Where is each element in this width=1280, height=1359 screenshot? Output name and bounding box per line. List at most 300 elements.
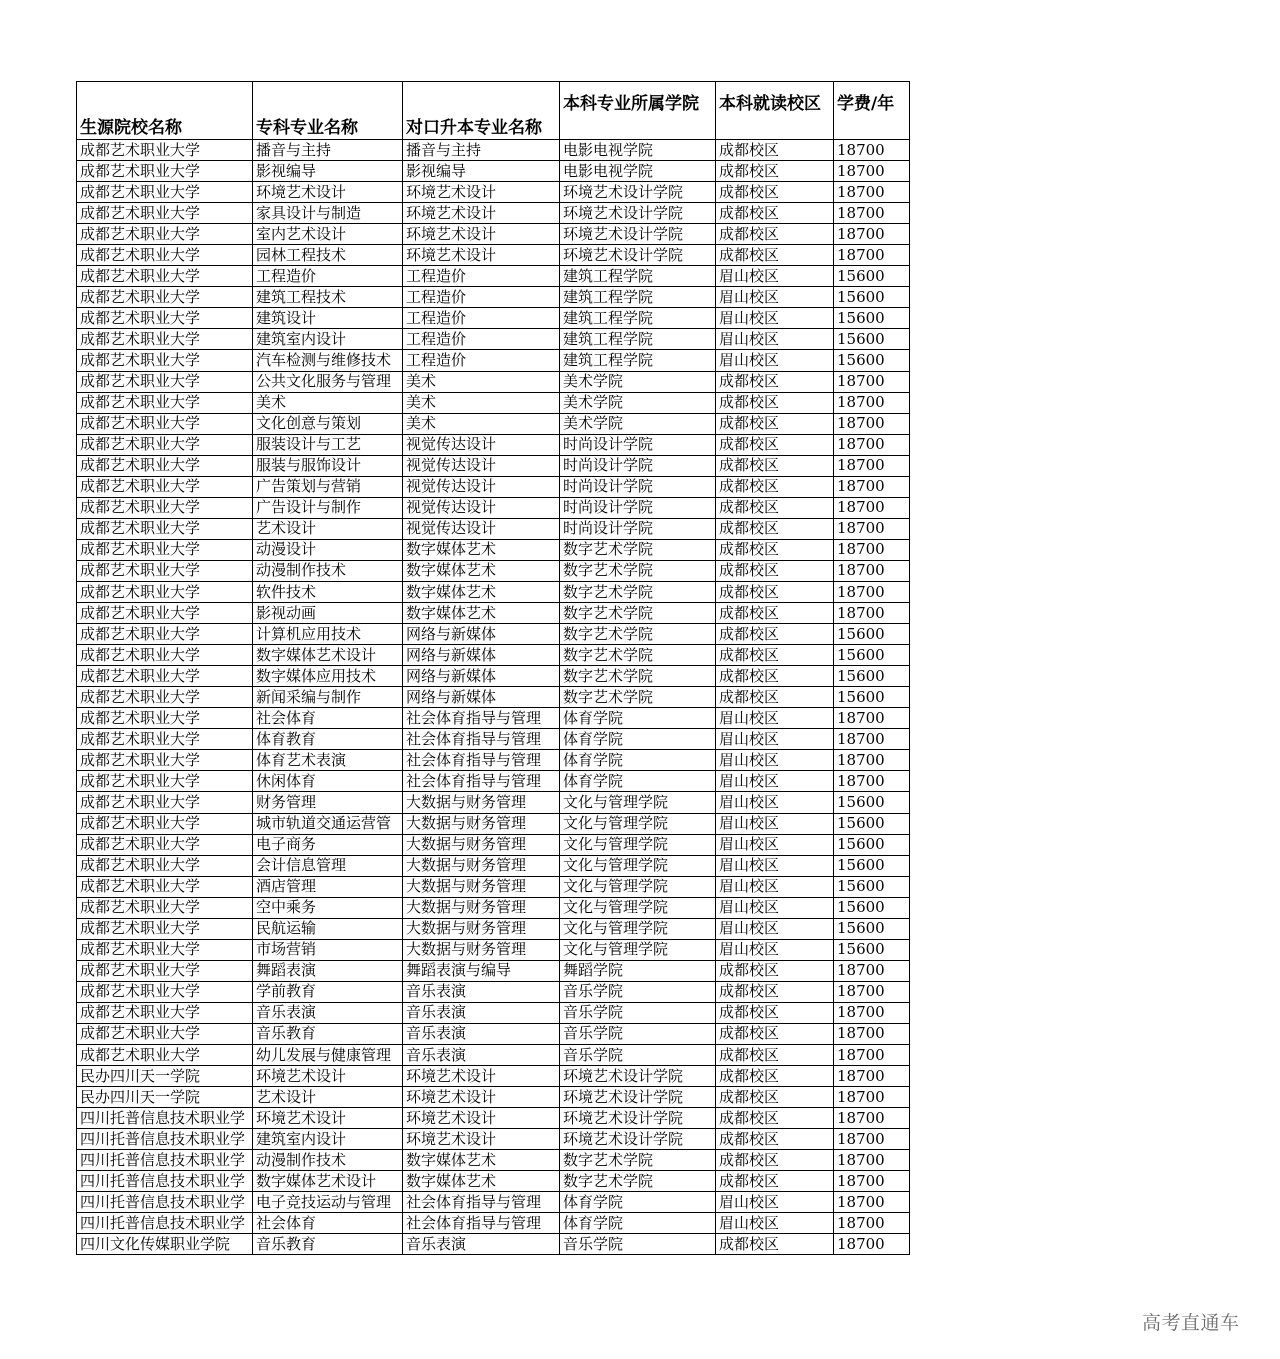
tuition-cell: 15600 (834, 624, 910, 645)
college-cell: 环境艺术设计学院 (560, 203, 716, 224)
source-school-cell: 成都艺术职业大学 (77, 308, 253, 329)
source-school-cell: 成都艺术职业大学 (77, 266, 253, 287)
college-cell: 音乐学院 (560, 981, 716, 1002)
campus-cell: 成都校区 (716, 960, 834, 981)
source-school-cell: 成都艺术职业大学 (77, 140, 253, 161)
tuition-cell: 15600 (834, 813, 910, 834)
college-cell: 文化与管理学院 (560, 939, 716, 960)
junior-major-cell: 软件技术 (253, 581, 403, 602)
college-cell: 时尚设计学院 (560, 497, 716, 518)
junior-major-cell: 会计信息管理 (253, 855, 403, 876)
table-row (77, 224, 910, 245)
upgrade-major-cell: 环境艺术设计 (403, 182, 560, 203)
junior-major-cell: 美术 (253, 392, 403, 413)
college-cell: 电影电视学院 (560, 161, 716, 182)
campus-cell: 成都校区 (716, 413, 834, 434)
campus-cell: 成都校区 (716, 1066, 834, 1087)
campus-cell: 眉山校区 (716, 771, 834, 792)
table-row (77, 434, 910, 455)
tuition-cell: 15600 (834, 792, 910, 813)
junior-major-cell: 社会体育 (253, 708, 403, 729)
upgrade-major-cell: 社会体育指导与管理 (403, 1192, 560, 1213)
tuition-cell: 18700 (834, 1066, 910, 1087)
tuition-cell: 18700 (834, 182, 910, 203)
tuition-cell: 18700 (834, 1023, 910, 1044)
campus-cell: 成都校区 (716, 161, 834, 182)
tuition-cell: 18700 (834, 1150, 910, 1171)
tuition-cell: 18700 (834, 434, 910, 455)
tuition-cell: 15600 (834, 918, 910, 939)
junior-major-cell: 艺术设计 (253, 518, 403, 539)
source-school-cell: 成都艺术职业大学 (77, 161, 253, 182)
table-row (77, 245, 910, 266)
table-row (77, 287, 910, 308)
junior-major-cell: 播音与主持 (253, 140, 403, 161)
campus-cell: 成都校区 (716, 603, 834, 624)
campus-cell: 眉山校区 (716, 792, 834, 813)
campus-cell: 眉山校区 (716, 855, 834, 876)
junior-major-cell: 室内艺术设计 (253, 224, 403, 245)
college-cell: 美术学院 (560, 413, 716, 434)
table-row (77, 413, 910, 434)
upgrade-major-cell: 音乐表演 (403, 1234, 560, 1255)
tuition-cell: 18700 (834, 1171, 910, 1192)
junior-major-cell: 服装与服饰设计 (253, 455, 403, 476)
college-cell: 文化与管理学院 (560, 855, 716, 876)
college-cell: 时尚设计学院 (560, 518, 716, 539)
table-row (77, 1066, 910, 1087)
upgrade-major-cell: 环境艺术设计 (403, 1129, 560, 1150)
table-body (77, 140, 910, 1255)
college-cell: 体育学院 (560, 1213, 716, 1234)
table-row (77, 666, 910, 687)
upgrade-major-cell: 音乐表演 (403, 1023, 560, 1044)
upgrade-major-cell: 工程造价 (403, 329, 560, 350)
table-row (77, 750, 910, 771)
upgrade-major-cell: 社会体育指导与管理 (403, 771, 560, 792)
tuition-cell: 18700 (834, 1002, 910, 1023)
campus-cell: 成都校区 (716, 497, 834, 518)
source-school-cell: 成都艺术职业大学 (77, 476, 253, 497)
campus-cell: 成都校区 (716, 645, 834, 666)
table-row (77, 876, 910, 897)
campus-cell: 眉山校区 (716, 350, 834, 371)
campus-cell: 成都校区 (716, 140, 834, 161)
campus-cell: 成都校区 (716, 1129, 834, 1150)
tuition-cell: 18700 (834, 539, 910, 560)
source-school-cell: 成都艺术职业大学 (77, 939, 253, 960)
table-row (77, 1129, 910, 1150)
campus-cell: 成都校区 (716, 371, 834, 392)
source-school-cell: 成都艺术职业大学 (77, 203, 253, 224)
junior-major-cell: 体育艺术表演 (253, 750, 403, 771)
source-school-cell: 四川托普信息技术职业学 (77, 1171, 253, 1192)
source-school-cell: 成都艺术职业大学 (77, 771, 253, 792)
college-cell: 建筑工程学院 (560, 329, 716, 350)
source-school-cell: 成都艺术职业大学 (77, 350, 253, 371)
upgrade-major-cell: 美术 (403, 413, 560, 434)
junior-major-cell: 影视编导 (253, 161, 403, 182)
college-cell: 体育学院 (560, 708, 716, 729)
college-cell: 舞蹈学院 (560, 960, 716, 981)
campus-cell: 眉山校区 (716, 750, 834, 771)
tuition-cell: 18700 (834, 960, 910, 981)
upgrade-major-cell: 环境艺术设计 (403, 1066, 560, 1087)
source-school-cell: 成都艺术职业大学 (77, 792, 253, 813)
college-cell: 音乐学院 (560, 1045, 716, 1066)
source-school-cell: 成都艺术职业大学 (77, 371, 253, 392)
college-cell: 体育学院 (560, 729, 716, 750)
upgrade-major-cell: 视觉传达设计 (403, 497, 560, 518)
junior-major-cell: 工程造价 (253, 266, 403, 287)
source-school-cell: 成都艺术职业大学 (77, 245, 253, 266)
upgrade-major-cell: 音乐表演 (403, 1002, 560, 1023)
college-cell: 音乐学院 (560, 1002, 716, 1023)
campus-cell: 成都校区 (716, 224, 834, 245)
upgrade-major-cell: 大数据与财务管理 (403, 897, 560, 918)
source-school-cell: 成都艺术职业大学 (77, 666, 253, 687)
table-row (77, 729, 910, 750)
source-school-cell: 成都艺术职业大学 (77, 876, 253, 897)
campus-cell: 成都校区 (716, 476, 834, 497)
college-cell: 文化与管理学院 (560, 813, 716, 834)
upgrade-major-cell: 大数据与财务管理 (403, 939, 560, 960)
junior-major-cell: 计算机应用技术 (253, 624, 403, 645)
table-row (77, 834, 910, 855)
tuition-cell: 18700 (834, 1045, 910, 1066)
junior-major-cell: 文化创意与策划 (253, 413, 403, 434)
junior-major-cell: 环境艺术设计 (253, 1066, 403, 1087)
junior-major-cell: 广告策划与营销 (253, 476, 403, 497)
college-cell: 数字艺术学院 (560, 624, 716, 645)
upgrade-major-cell: 视觉传达设计 (403, 518, 560, 539)
table-row (77, 792, 910, 813)
tuition-cell: 15600 (834, 266, 910, 287)
junior-major-cell: 电子商务 (253, 834, 403, 855)
source-school-cell: 成都艺术职业大学 (77, 518, 253, 539)
junior-major-cell: 建筑室内设计 (253, 329, 403, 350)
tuition-cell: 18700 (834, 413, 910, 434)
source-school-cell: 成都艺术职业大学 (77, 981, 253, 1002)
table-row (77, 687, 910, 708)
college-cell: 数字艺术学院 (560, 666, 716, 687)
college-cell: 建筑工程学院 (560, 266, 716, 287)
table-row (77, 813, 910, 834)
campus-cell: 成都校区 (716, 1150, 834, 1171)
tuition-cell: 15600 (834, 308, 910, 329)
source-school-cell: 成都艺术职业大学 (77, 813, 253, 834)
upgrade-major-cell: 数字媒体艺术 (403, 581, 560, 602)
table-row (77, 182, 910, 203)
tuition-cell: 15600 (834, 329, 910, 350)
college-cell: 音乐学院 (560, 1023, 716, 1044)
header-upgrade-major: 对口升本专业名称 (403, 82, 560, 140)
table-row (77, 1002, 910, 1023)
campus-cell: 眉山校区 (716, 813, 834, 834)
junior-major-cell: 舞蹈表演 (253, 960, 403, 981)
tuition-cell: 18700 (834, 371, 910, 392)
tuition-cell: 15600 (834, 876, 910, 897)
header-row (77, 82, 910, 140)
junior-major-cell: 家具设计与制造 (253, 203, 403, 224)
table-row (77, 350, 910, 371)
campus-cell: 眉山校区 (716, 308, 834, 329)
tuition-cell: 18700 (834, 560, 910, 581)
table-row (77, 455, 910, 476)
source-school-cell: 成都艺术职业大学 (77, 1045, 253, 1066)
campus-cell: 眉山校区 (716, 329, 834, 350)
junior-major-cell: 市场营销 (253, 939, 403, 960)
college-cell: 数字艺术学院 (560, 603, 716, 624)
campus-cell: 成都校区 (716, 981, 834, 1002)
tuition-cell: 15600 (834, 939, 910, 960)
college-cell: 时尚设计学院 (560, 476, 716, 497)
upgrade-major-cell: 环境艺术设计 (403, 203, 560, 224)
table-row (77, 1108, 910, 1129)
table-row (77, 1171, 910, 1192)
table-row (77, 1023, 910, 1044)
source-school-cell: 成都艺术职业大学 (77, 708, 253, 729)
college-cell: 文化与管理学院 (560, 792, 716, 813)
table-row (77, 476, 910, 497)
header-source-school: 生源院校名称 (77, 82, 253, 140)
source-school-cell: 成都艺术职业大学 (77, 897, 253, 918)
college-cell: 数字艺术学院 (560, 581, 716, 602)
college-cell: 环境艺术设计学院 (560, 1108, 716, 1129)
junior-major-cell: 数字媒体应用技术 (253, 666, 403, 687)
junior-major-cell: 休闲体育 (253, 771, 403, 792)
source-school-cell: 成都艺术职业大学 (77, 855, 253, 876)
table-row (77, 624, 910, 645)
source-school-cell: 四川托普信息技术职业学 (77, 1192, 253, 1213)
campus-cell: 成都校区 (716, 1045, 834, 1066)
table-row (77, 1213, 910, 1234)
junior-major-cell: 财务管理 (253, 792, 403, 813)
junior-major-cell: 音乐教育 (253, 1234, 403, 1255)
upgrade-major-cell: 网络与新媒体 (403, 624, 560, 645)
college-cell: 文化与管理学院 (560, 918, 716, 939)
campus-cell: 成都校区 (716, 203, 834, 224)
table-row (77, 266, 910, 287)
campus-cell: 成都校区 (716, 455, 834, 476)
upgrade-major-cell: 大数据与财务管理 (403, 834, 560, 855)
junior-major-cell: 动漫制作技术 (253, 560, 403, 581)
upgrade-major-cell: 视觉传达设计 (403, 455, 560, 476)
table-row (77, 897, 910, 918)
upgrade-major-cell: 工程造价 (403, 308, 560, 329)
tuition-cell: 18700 (834, 750, 910, 771)
campus-cell: 成都校区 (716, 518, 834, 539)
source-school-cell: 成都艺术职业大学 (77, 413, 253, 434)
junior-major-cell: 城市轨道交通运营管 (253, 813, 403, 834)
junior-major-cell: 数字媒体艺术设计 (253, 1171, 403, 1192)
campus-cell: 成都校区 (716, 687, 834, 708)
junior-major-cell: 新闻采编与制作 (253, 687, 403, 708)
campus-cell: 成都校区 (716, 539, 834, 560)
upgrade-major-cell: 舞蹈表演与编导 (403, 960, 560, 981)
college-cell: 环境艺术设计学院 (560, 224, 716, 245)
campus-cell: 眉山校区 (716, 897, 834, 918)
college-cell: 环境艺术设计学院 (560, 182, 716, 203)
junior-major-cell: 环境艺术设计 (253, 182, 403, 203)
campus-cell: 眉山校区 (716, 729, 834, 750)
table-row (77, 203, 910, 224)
table-row (77, 939, 910, 960)
campus-cell: 成都校区 (716, 624, 834, 645)
table-row (77, 981, 910, 1002)
junior-major-cell: 动漫制作技术 (253, 1150, 403, 1171)
table-row (77, 140, 910, 161)
college-cell: 数字艺术学院 (560, 687, 716, 708)
college-cell: 体育学院 (560, 1192, 716, 1213)
source-school-cell: 成都艺术职业大学 (77, 750, 253, 771)
source-school-cell: 四川托普信息技术职业学 (77, 1150, 253, 1171)
table-row (77, 539, 910, 560)
junior-major-cell: 体育教育 (253, 729, 403, 750)
header-tuition: 学费/年 (834, 82, 910, 140)
upgrade-major-cell: 美术 (403, 392, 560, 413)
campus-cell: 眉山校区 (716, 939, 834, 960)
tuition-cell: 18700 (834, 981, 910, 1002)
upgrade-major-cell: 环境艺术设计 (403, 1087, 560, 1108)
table-row (77, 855, 910, 876)
tuition-cell: 18700 (834, 392, 910, 413)
upgrade-major-cell: 社会体育指导与管理 (403, 750, 560, 771)
campus-cell: 眉山校区 (716, 1192, 834, 1213)
upgrade-major-cell: 数字媒体艺术 (403, 539, 560, 560)
college-cell: 体育学院 (560, 750, 716, 771)
source-school-cell: 成都艺术职业大学 (77, 624, 253, 645)
upgrade-major-cell: 影视编导 (403, 161, 560, 182)
junior-major-cell: 环境艺术设计 (253, 1108, 403, 1129)
college-cell: 环境艺术设计学院 (560, 1129, 716, 1150)
table-row (77, 603, 910, 624)
source-school-cell: 成都艺术职业大学 (77, 834, 253, 855)
table-row (77, 371, 910, 392)
upgrade-major-cell: 数字媒体艺术 (403, 1171, 560, 1192)
campus-cell: 成都校区 (716, 1171, 834, 1192)
source-school-cell: 四川文化传媒职业学院 (77, 1234, 253, 1255)
college-cell: 环境艺术设计学院 (560, 1087, 716, 1108)
source-school-cell: 成都艺术职业大学 (77, 1002, 253, 1023)
table-row (77, 1087, 910, 1108)
college-cell: 文化与管理学院 (560, 876, 716, 897)
tuition-cell: 15600 (834, 666, 910, 687)
source-school-cell: 成都艺术职业大学 (77, 329, 253, 350)
tuition-cell: 18700 (834, 708, 910, 729)
tuition-cell: 15600 (834, 287, 910, 308)
campus-cell: 眉山校区 (716, 1213, 834, 1234)
tuition-cell: 18700 (834, 203, 910, 224)
header-junior-major: 专科专业名称 (253, 82, 403, 140)
upgrade-major-cell: 环境艺术设计 (403, 224, 560, 245)
source-school-cell: 四川托普信息技术职业学 (77, 1129, 253, 1150)
junior-major-cell: 动漫设计 (253, 539, 403, 560)
college-cell: 体育学院 (560, 771, 716, 792)
junior-major-cell: 广告设计与制作 (253, 497, 403, 518)
college-cell: 电影电视学院 (560, 140, 716, 161)
header-college: 本科专业所属学院 (560, 82, 716, 140)
source-school-cell: 成都艺术职业大学 (77, 729, 253, 750)
tuition-cell: 18700 (834, 497, 910, 518)
source-school-cell: 成都艺术职业大学 (77, 645, 253, 666)
tuition-cell: 18700 (834, 1192, 910, 1213)
junior-major-cell: 影视动画 (253, 603, 403, 624)
junior-major-cell: 社会体育 (253, 1213, 403, 1234)
college-cell: 数字艺术学院 (560, 1171, 716, 1192)
source-school-cell: 成都艺术职业大学 (77, 455, 253, 476)
upgrade-major-cell: 环境艺术设计 (403, 245, 560, 266)
source-school-cell: 成都艺术职业大学 (77, 918, 253, 939)
table-row (77, 308, 910, 329)
source-school-cell: 成都艺术职业大学 (77, 287, 253, 308)
college-cell: 时尚设计学院 (560, 455, 716, 476)
junior-major-cell: 汽车检测与维修技术 (253, 350, 403, 371)
upgrade-major-cell: 环境艺术设计 (403, 1108, 560, 1129)
college-cell: 建筑工程学院 (560, 287, 716, 308)
table-row (77, 329, 910, 350)
tuition-cell: 18700 (834, 245, 910, 266)
upgrade-major-cell: 播音与主持 (403, 140, 560, 161)
junior-major-cell: 酒店管理 (253, 876, 403, 897)
college-cell: 文化与管理学院 (560, 834, 716, 855)
college-cell: 数字艺术学院 (560, 1150, 716, 1171)
college-cell: 建筑工程学院 (560, 350, 716, 371)
college-cell: 音乐学院 (560, 1234, 716, 1255)
tuition-cell: 15600 (834, 855, 910, 876)
table-row (77, 960, 910, 981)
junior-major-cell: 艺术设计 (253, 1087, 403, 1108)
upgrade-major-cell: 网络与新媒体 (403, 687, 560, 708)
junior-major-cell: 建筑工程技术 (253, 287, 403, 308)
source-school-cell: 成都艺术职业大学 (77, 539, 253, 560)
tuition-cell: 18700 (834, 1213, 910, 1234)
campus-cell: 眉山校区 (716, 876, 834, 897)
tuition-cell: 15600 (834, 645, 910, 666)
upgrade-major-cell: 数字媒体艺术 (403, 560, 560, 581)
upgrade-major-cell: 美术 (403, 371, 560, 392)
upgrade-major-cell: 工程造价 (403, 350, 560, 371)
campus-cell: 成都校区 (716, 1023, 834, 1044)
junior-major-cell: 园林工程技术 (253, 245, 403, 266)
tuition-cell: 18700 (834, 518, 910, 539)
campus-cell: 眉山校区 (716, 708, 834, 729)
upgrade-major-cell: 大数据与财务管理 (403, 792, 560, 813)
upgrade-major-cell: 视觉传达设计 (403, 476, 560, 497)
header-campus: 本科就读校区 (716, 82, 834, 140)
table-row (77, 1045, 910, 1066)
college-cell: 数字艺术学院 (560, 645, 716, 666)
admissions-table (76, 81, 910, 1255)
junior-major-cell: 学前教育 (253, 981, 403, 1002)
source-school-cell: 成都艺术职业大学 (77, 560, 253, 581)
tuition-cell: 18700 (834, 224, 910, 245)
table-row (77, 1192, 910, 1213)
college-cell: 环境艺术设计学院 (560, 245, 716, 266)
campus-cell: 成都校区 (716, 581, 834, 602)
source-school-cell: 成都艺术职业大学 (77, 392, 253, 413)
source-school-cell: 四川托普信息技术职业学 (77, 1108, 253, 1129)
source-school-cell: 成都艺术职业大学 (77, 687, 253, 708)
junior-major-cell: 服装设计与工艺 (253, 434, 403, 455)
tuition-cell: 18700 (834, 161, 910, 182)
watermark-text: 高考直通车 (1142, 1312, 1240, 1334)
upgrade-major-cell: 社会体育指导与管理 (403, 729, 560, 750)
upgrade-major-cell: 网络与新媒体 (403, 645, 560, 666)
college-cell: 美术学院 (560, 392, 716, 413)
upgrade-major-cell: 大数据与财务管理 (403, 876, 560, 897)
college-cell: 建筑工程学院 (560, 308, 716, 329)
